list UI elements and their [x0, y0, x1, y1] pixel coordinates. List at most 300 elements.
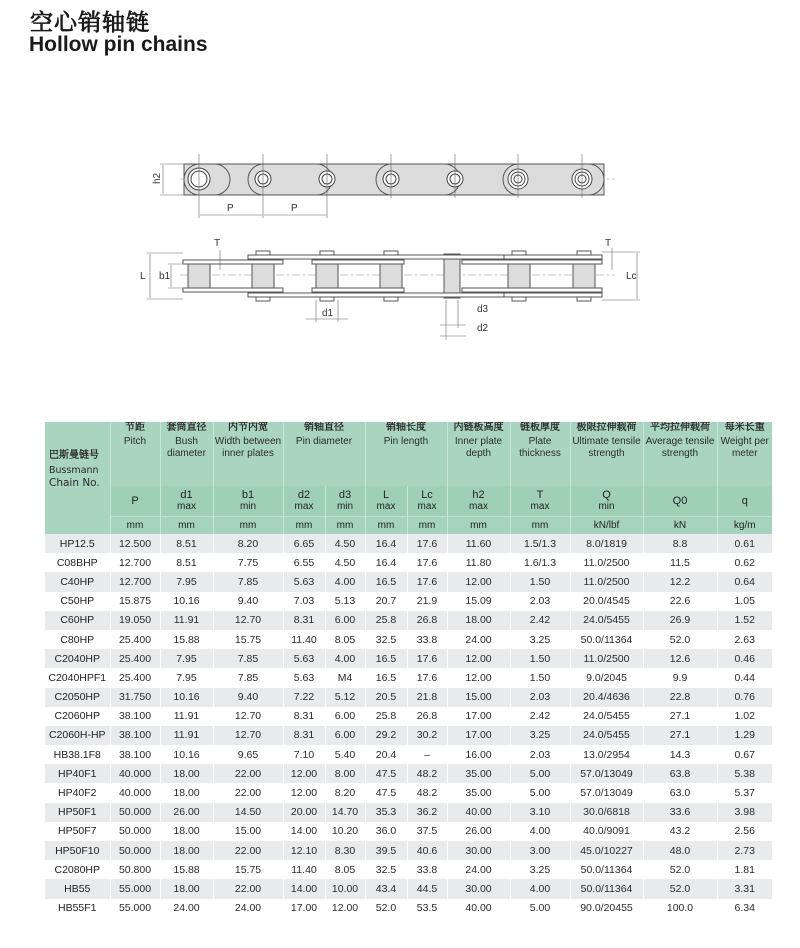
table-cell: 2.63	[717, 630, 772, 649]
table-cell: 19.050	[110, 611, 160, 630]
table-cell: 18.00	[160, 879, 213, 898]
header-group-cn: 平均拉伸载荷	[650, 422, 710, 433]
dim-label-bush-diameter: d1	[322, 308, 334, 319]
header-unit: mm	[110, 517, 160, 535]
table-cell: 6.55	[283, 553, 325, 572]
table-cell: 12.00	[447, 668, 510, 687]
table-cell: 0.62	[717, 553, 772, 572]
table-cell: 12.6	[643, 649, 717, 668]
table-row	[45, 822, 772, 841]
dim-label-pin-inner-diameter: d3	[477, 304, 489, 315]
table-cell: 6.34	[717, 899, 772, 918]
dim-label-pitch: P	[291, 203, 298, 214]
chain-no-cell: C08BHP	[45, 553, 110, 572]
header-group-en: Average tensile strength	[645, 436, 715, 459]
table-cell: 1.50	[510, 572, 570, 591]
header-symbol-limit: max	[294, 501, 314, 512]
header-unit: mm	[325, 517, 365, 535]
table-cell: 14.00	[283, 879, 325, 898]
table-cell: 21.9	[407, 592, 447, 611]
header-symbol	[283, 486, 325, 517]
table-cell: 30.0/6818	[570, 803, 643, 822]
table-cell: 2.42	[510, 611, 570, 630]
header-symbol	[570, 486, 643, 517]
table-cell: 10.16	[160, 592, 213, 611]
table-cell: 1.6/1.3	[510, 553, 570, 572]
table-cell: 25.400	[110, 630, 160, 649]
table-cell: 11.0/2500	[570, 572, 643, 591]
header-symbol-name: d2	[297, 489, 311, 501]
header-symbol	[643, 486, 717, 517]
table-cell: 40.00	[447, 899, 510, 918]
table-cell: 12.10	[283, 841, 325, 860]
header-symbol	[110, 486, 160, 517]
table-cell: 8.51	[160, 553, 213, 572]
header-symbol	[407, 486, 447, 517]
dim-label-pin-length: L	[140, 271, 146, 282]
table-cell: 5.37	[717, 783, 772, 802]
table-cell: 12.00	[283, 764, 325, 783]
table-row	[45, 803, 772, 822]
header-group-en: Weight per meter	[720, 436, 769, 459]
table-cell: 15.75	[213, 860, 283, 879]
table-cell: 43.2	[643, 822, 717, 841]
table-cell: 35.3	[365, 803, 407, 822]
table-cell: 5.00	[510, 899, 570, 918]
table-cell: 4.00	[510, 822, 570, 841]
table-row	[45, 592, 772, 611]
table-cell: 11.91	[160, 611, 213, 630]
header-unit: kN	[643, 517, 717, 535]
table-cell: 7.75	[213, 553, 283, 572]
header-symbol-name: d1	[180, 489, 193, 501]
header-symbol	[447, 486, 510, 517]
table-cell: 12.70	[213, 707, 283, 726]
table-cell: 8.8	[643, 534, 717, 553]
table-cell: 50.000	[110, 822, 160, 841]
header-group-cn: 内链板高度	[453, 422, 504, 433]
table-cell: 13.0/2954	[570, 745, 643, 764]
table-cell: 1.50	[510, 649, 570, 668]
table-cell: 3.10	[510, 803, 570, 822]
table-row	[45, 899, 772, 918]
header-chain-no-en2: Chain No.	[49, 476, 100, 489]
header-group-cn: 销轴长度	[386, 422, 426, 433]
dim-label-inner-width: b1	[159, 271, 171, 282]
table-cell: 50.000	[110, 841, 160, 860]
header-symbol-name: P	[131, 494, 139, 507]
table-cell: 15.00	[213, 822, 283, 841]
table-cell: 24.00	[447, 860, 510, 879]
table-row	[45, 553, 772, 572]
table-cell: 22.00	[213, 783, 283, 802]
table-cell: 63.0	[643, 783, 717, 802]
table-cell: 15.75	[213, 630, 283, 649]
header-symbol-limit: min	[336, 501, 354, 512]
table-cell: 12.00	[447, 572, 510, 591]
table-cell: 26.8	[407, 611, 447, 630]
table-cell: 27.1	[643, 707, 717, 726]
table-cell: 7.22	[283, 688, 325, 707]
table-cell: 17.6	[407, 572, 447, 591]
chain-top-view	[152, 154, 615, 218]
table-cell: 30.2	[407, 726, 447, 745]
header-unit: mm	[283, 517, 325, 535]
header-group-en: Inner plate depth	[454, 436, 503, 459]
table-cell: 12.700	[110, 572, 160, 591]
table-cell: 33.8	[407, 860, 447, 879]
table-cell: 50.0/11364	[570, 630, 643, 649]
table-cell: 5.12	[325, 688, 365, 707]
table-cell: 14.3	[643, 745, 717, 764]
table-row	[45, 745, 772, 764]
table-cell: 11.91	[160, 726, 213, 745]
table-header-symbols	[45, 486, 772, 517]
table-cell: 35.00	[447, 764, 510, 783]
table-cell: 0.44	[717, 668, 772, 687]
table-cell: 9.9	[643, 668, 717, 687]
table-cell: 24.00	[160, 899, 213, 918]
header-group-cn: 节距	[125, 422, 145, 433]
page-title-chinese: 空心销轴链	[30, 10, 150, 36]
table-cell: 57.0/13049	[570, 764, 643, 783]
header-group-en: Ultimate tensile strength	[572, 436, 641, 459]
table-cell: 2.42	[510, 707, 570, 726]
table-cell: 2.73	[717, 841, 772, 860]
table-cell: 38.100	[110, 745, 160, 764]
table-cell: 4.00	[510, 879, 570, 898]
table-row	[45, 534, 772, 553]
table-cell: 52.0	[643, 879, 717, 898]
header-symbol	[160, 486, 213, 517]
table-cell: 5.63	[283, 572, 325, 591]
table-cell: 1.52	[717, 611, 772, 630]
table-cell: 11.0/2500	[570, 649, 643, 668]
chain-no-cell: C2080HP	[45, 860, 110, 879]
table-cell: 33.6	[643, 803, 717, 822]
table-cell: 55.000	[110, 879, 160, 898]
table-row	[45, 649, 772, 668]
chain-diagram	[0, 140, 800, 340]
table-cell: 45.0/10227	[570, 841, 643, 860]
header-symbol-name: d3	[338, 489, 352, 501]
header-group-en: Pin length	[383, 436, 429, 447]
header-group	[160, 422, 213, 486]
table-cell: 22.00	[213, 879, 283, 898]
table-cell: 43.4	[365, 879, 407, 898]
table-cell: 6.65	[283, 534, 325, 553]
header-symbol-limit: max	[469, 501, 488, 512]
table-row	[45, 572, 772, 591]
header-symbol-name: Q	[602, 489, 611, 501]
table-header-units	[45, 517, 772, 535]
chain-no-cell: HP50F1	[45, 803, 110, 822]
header-group-cn: 销轴直径	[304, 422, 344, 433]
table-cell: 5.38	[717, 764, 772, 783]
header-symbol-limit: max	[376, 501, 396, 512]
header-unit: kg/m	[717, 517, 772, 535]
table-row	[45, 860, 772, 879]
table-cell: 1.29	[717, 726, 772, 745]
table-cell: 48.0	[643, 841, 717, 860]
table-cell: 20.00	[283, 803, 325, 822]
table-cell: 7.85	[213, 572, 283, 591]
table-cell: 22.6	[643, 592, 717, 611]
header-group-cn: 每米长重	[724, 422, 765, 433]
table-cell: 11.40	[283, 860, 325, 879]
table-cell: 18.00	[160, 764, 213, 783]
header-group-cn: 链板厚度	[520, 422, 560, 433]
table-cell: 10.16	[160, 688, 213, 707]
table-cell: 24.0/5455	[570, 611, 643, 630]
table-cell: 17.00	[447, 726, 510, 745]
table-cell: 6.00	[325, 611, 365, 630]
header-symbol	[365, 486, 407, 517]
table-row	[45, 630, 772, 649]
table-cell: 2.03	[510, 592, 570, 611]
table-cell: 7.03	[283, 592, 325, 611]
table-cell: 18.00	[160, 822, 213, 841]
chain-no-cell: HB38.1F8	[45, 745, 110, 764]
table-cell: 11.5	[643, 553, 717, 572]
table-cell: 30.00	[447, 879, 510, 898]
table-cell: 40.000	[110, 783, 160, 802]
header-group	[365, 422, 447, 486]
table-cell: 12.70	[213, 611, 283, 630]
table-cell: 20.4/4636	[570, 688, 643, 707]
table-cell: 4.50	[325, 553, 365, 572]
table-cell: 25.400	[110, 668, 160, 687]
table-cell: 37.5	[407, 822, 447, 841]
table-cell: 5.13	[325, 592, 365, 611]
header-symbol-limit: min	[239, 501, 257, 512]
chain-no-cell: C2050HP	[45, 688, 110, 707]
table-cell: 15.88	[160, 630, 213, 649]
table-cell: 26.8	[407, 707, 447, 726]
table-cell: 47.5	[365, 764, 407, 783]
table-cell: 3.31	[717, 879, 772, 898]
header-symbol	[213, 486, 283, 517]
header-group	[570, 422, 643, 486]
table-row	[45, 688, 772, 707]
table-row	[45, 879, 772, 898]
table-cell: 8.20	[213, 534, 283, 553]
table-cell: 26.00	[160, 803, 213, 822]
header-group-en: Pitch	[123, 436, 147, 447]
table-cell: 40.00	[447, 803, 510, 822]
table-cell: 8.51	[160, 534, 213, 553]
chain-no-cell: C2040HP	[45, 649, 110, 668]
header-symbol-name: q	[741, 494, 748, 507]
chain-no-cell: HP40F1	[45, 764, 110, 783]
chain-no-cell: HP50F7	[45, 822, 110, 841]
table-cell: 5.40	[325, 745, 365, 764]
header-group	[110, 422, 160, 486]
chain-no-cell: C50HP	[45, 592, 110, 611]
table-cell: 35.00	[447, 783, 510, 802]
table-cell: 0.76	[717, 688, 772, 707]
table-cell: 11.40	[283, 630, 325, 649]
table-cell: 14.50	[213, 803, 283, 822]
table-cell: 50.800	[110, 860, 160, 879]
table-cell: 24.0/5455	[570, 707, 643, 726]
header-group	[447, 422, 510, 486]
table-cell: 14.70	[325, 803, 365, 822]
table-row	[45, 611, 772, 630]
chain-no-cell: C2040HPF1	[45, 668, 110, 687]
dim-label-pin-diameter: d2	[477, 323, 489, 334]
table-cell: 20.0/4545	[570, 592, 643, 611]
table-cell: 8.05	[325, 630, 365, 649]
table-cell: 12.00	[283, 783, 325, 802]
table-cell: 17.6	[407, 668, 447, 687]
dim-label-pitch: P	[227, 203, 234, 214]
chain-no-cell: HP50F10	[45, 841, 110, 860]
table-cell: 22.00	[213, 764, 283, 783]
header-symbol-name: h2	[472, 489, 485, 501]
table-cell: 48.2	[407, 764, 447, 783]
table-cell: 57.0/13049	[570, 783, 643, 802]
table-cell: 17.00	[283, 899, 325, 918]
chain-no-cell: C60HP	[45, 611, 110, 630]
table-cell: 32.5	[365, 630, 407, 649]
table-cell: 53.5	[407, 899, 447, 918]
table-cell: M4	[325, 668, 365, 687]
header-group	[510, 422, 570, 486]
table-cell: 16.00	[447, 745, 510, 764]
table-cell: 12.500	[110, 534, 160, 553]
header-units-empty	[45, 517, 110, 535]
table-cell: 7.95	[160, 572, 213, 591]
table-cell: 50.0/11364	[570, 879, 643, 898]
table-cell: 9.40	[213, 592, 283, 611]
header-symbol-name: Q0	[672, 494, 688, 507]
table-cell: 29.2	[365, 726, 407, 745]
table-cell: 40.6	[407, 841, 447, 860]
table-cell: 11.80	[447, 553, 510, 572]
header-symbol-limit: max	[530, 501, 550, 512]
table-cell: 6.00	[325, 707, 365, 726]
spec-table	[45, 422, 772, 918]
header-symbol-limit: max	[417, 501, 437, 512]
header-chain-no-en1: Bussmann	[49, 464, 99, 476]
table-cell: 2.03	[510, 745, 570, 764]
header-chain-no	[45, 422, 110, 517]
table-cell: 8.20	[325, 783, 365, 802]
table-cell: 1.02	[717, 707, 772, 726]
table-cell: 7.10	[283, 745, 325, 764]
table-cell: 9.40	[213, 688, 283, 707]
table-row	[45, 783, 772, 802]
table-cell: 7.85	[213, 649, 283, 668]
table-cell: 21.8	[407, 688, 447, 707]
page-title: Hollow pin chains	[29, 33, 208, 56]
header-group	[643, 422, 717, 486]
chain-no-cell: C80HP	[45, 630, 110, 649]
chain-no-cell: C40HP	[45, 572, 110, 591]
table-cell: 15.875	[110, 592, 160, 611]
table-cell: 12.00	[325, 899, 365, 918]
table-cell: 36.2	[407, 803, 447, 822]
header-group	[283, 422, 365, 486]
table-row	[45, 707, 772, 726]
table-cell: 32.5	[365, 860, 407, 879]
table-cell: 40.0/9091	[570, 822, 643, 841]
table-cell: 16.4	[365, 534, 407, 553]
header-group-en: Pin diameter	[295, 436, 353, 447]
table-cell: 3.25	[510, 860, 570, 879]
table-cell: 33.8	[407, 630, 447, 649]
table-cell: 47.5	[365, 783, 407, 802]
header-unit: mm	[447, 517, 510, 535]
table-cell: 1.81	[717, 860, 772, 879]
table-cell: 17.6	[407, 553, 447, 572]
table-cell: 25.8	[365, 707, 407, 726]
table-row	[45, 764, 772, 783]
table-cell: 8.0/1819	[570, 534, 643, 553]
table-cell: 7.95	[160, 668, 213, 687]
table-cell: 55.000	[110, 899, 160, 918]
table-cell: 8.30	[325, 841, 365, 860]
table-cell: 52.0	[643, 860, 717, 879]
table-cell: 0.46	[717, 649, 772, 668]
table-cell: 18.00	[447, 611, 510, 630]
header-group-en: Plate thickness	[519, 436, 561, 459]
table-cell: 39.5	[365, 841, 407, 860]
dim-label-lc: Lc	[626, 271, 637, 282]
table-cell: 2.03	[510, 688, 570, 707]
table-cell: 15.00	[447, 688, 510, 707]
chain-side-view	[140, 238, 640, 340]
dim-label-thickness: T	[605, 238, 612, 249]
table-cell: 8.05	[325, 860, 365, 879]
table-cell: 26.9	[643, 611, 717, 630]
header-symbol-name: b1	[241, 489, 255, 501]
header-group-cn: 套筒直径	[166, 422, 207, 433]
table-cell: 20.5	[365, 688, 407, 707]
table-cell: 11.91	[160, 707, 213, 726]
table-cell: 50.000	[110, 803, 160, 822]
table-cell: 16.5	[365, 572, 407, 591]
table-cell: 24.00	[447, 630, 510, 649]
table-cell: 44.5	[407, 879, 447, 898]
header-unit: mm	[160, 517, 213, 535]
table-cell: 8.31	[283, 707, 325, 726]
table-cell: 2.56	[717, 822, 772, 841]
dim-label-thickness: T	[214, 238, 221, 249]
dim-label-h2: h2	[152, 172, 163, 184]
table-cell: 5.00	[510, 764, 570, 783]
table-cell: 5.63	[283, 668, 325, 687]
table-cell: 52.0	[643, 630, 717, 649]
table-cell: 38.100	[110, 726, 160, 745]
table-cell: 90.0/20455	[570, 899, 643, 918]
table-cell: 5.00	[510, 783, 570, 802]
table-cell: 22.8	[643, 688, 717, 707]
table-cell: 24.0/5455	[570, 726, 643, 745]
header-group-en: Width between inner plates	[214, 436, 282, 459]
header-symbol	[510, 486, 570, 517]
table-cell: 16.5	[365, 649, 407, 668]
table-cell: 40.000	[110, 764, 160, 783]
table-cell: 8.00	[325, 764, 365, 783]
table-cell: 48.2	[407, 783, 447, 802]
table-cell: 20.4	[365, 745, 407, 764]
header-symbol-name: L	[382, 489, 390, 501]
table-cell: 12.2	[643, 572, 717, 591]
table-row	[45, 668, 772, 687]
header-symbol-name: Lc	[421, 489, 433, 501]
